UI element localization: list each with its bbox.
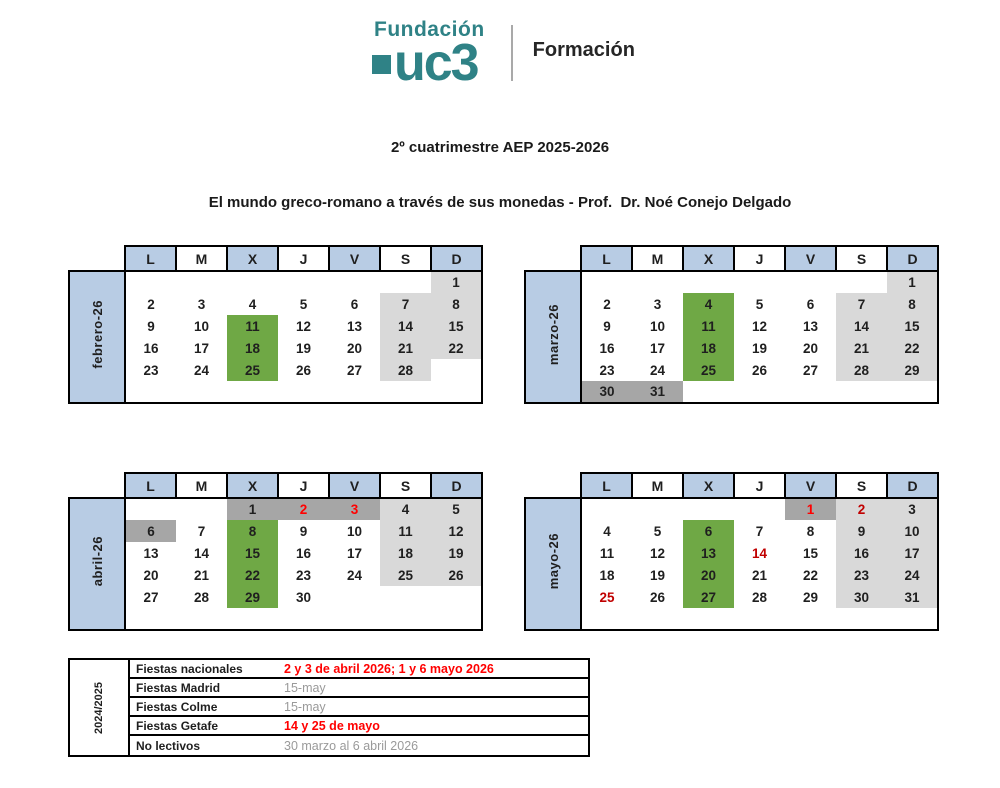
day-mayo-12: 12: [632, 542, 683, 564]
day-febrero-15: 15: [431, 315, 482, 337]
day-abril-25: 25: [380, 564, 431, 586]
day-abril-20: 20: [125, 564, 176, 586]
day-cell-empty: [329, 381, 380, 403]
logo-uc3-row: [372, 34, 485, 92]
day-abril-15: 15: [227, 542, 278, 564]
day-abril-5: 5: [431, 498, 482, 520]
day-header-M: M: [176, 246, 227, 271]
day-marzo-17: 17: [632, 337, 683, 359]
fundacion-uc3m-logo: [372, 18, 635, 92]
day-header-J: J: [734, 246, 785, 271]
day-abril-14: 14: [176, 542, 227, 564]
day-mayo-1: 1: [785, 498, 836, 520]
day-marzo-29: 29: [887, 359, 938, 381]
day-mayo-31: 31: [887, 586, 938, 608]
day-mayo-3: 3: [887, 498, 938, 520]
day-mayo-15: 15: [785, 542, 836, 564]
legend-value: 30 marzo al 6 abril 2026: [284, 738, 419, 753]
day-header-L: L: [581, 246, 632, 271]
day-cell-empty: [632, 271, 683, 293]
day-abril-21: 21: [176, 564, 227, 586]
day-cell-empty: [227, 381, 278, 403]
day-mayo-9: 9: [836, 520, 887, 542]
day-cell-empty: [125, 381, 176, 403]
day-abril-17: 17: [329, 542, 380, 564]
day-header-V: V: [329, 246, 380, 271]
day-cell-empty: [380, 608, 431, 630]
day-mayo-2: 2: [836, 498, 887, 520]
day-febrero-1: 1: [431, 271, 482, 293]
day-mayo-16: 16: [836, 542, 887, 564]
day-cell-empty: [329, 608, 380, 630]
day-cell-empty: [887, 381, 938, 403]
day-febrero-6: 6: [329, 293, 380, 315]
day-febrero-23: 23: [125, 359, 176, 381]
legend-year-cell: [70, 660, 130, 755]
day-cell-empty: [329, 271, 380, 293]
day-febrero-20: 20: [329, 337, 380, 359]
day-abril-28: 28: [176, 586, 227, 608]
day-marzo-5: 5: [734, 293, 785, 315]
day-abril-11: 11: [380, 520, 431, 542]
day-cell-empty: [125, 271, 176, 293]
legend-year-label: 2024/2025: [93, 681, 105, 734]
day-header-V: V: [785, 473, 836, 498]
calendar-febrero: [68, 245, 483, 404]
day-marzo-11: 11: [683, 315, 734, 337]
day-febrero-24: 24: [176, 359, 227, 381]
day-header-D: D: [887, 473, 938, 498]
month-label-cell: [525, 498, 581, 630]
day-febrero-9: 9: [125, 315, 176, 337]
day-cell-empty: [734, 498, 785, 520]
day-abril-8: 8: [227, 520, 278, 542]
day-abril-4: 4: [380, 498, 431, 520]
day-abril-18: 18: [380, 542, 431, 564]
day-abril-6: 6: [125, 520, 176, 542]
day-header-L: L: [581, 473, 632, 498]
day-marzo-24: 24: [632, 359, 683, 381]
day-mayo-18: 18: [581, 564, 632, 586]
day-mayo-13: 13: [683, 542, 734, 564]
day-cell-empty: [227, 608, 278, 630]
day-febrero-27: 27: [329, 359, 380, 381]
month-label-mayo: mayo-26: [545, 533, 561, 590]
day-cell-empty: [581, 498, 632, 520]
day-marzo-30: 30: [581, 381, 632, 403]
day-marzo-18: 18: [683, 337, 734, 359]
logo-uc3-text: uc3: [394, 34, 478, 92]
legend-row-2: [130, 679, 588, 698]
day-cell-empty: [176, 608, 227, 630]
day-marzo-16: 16: [581, 337, 632, 359]
day-marzo-14: 14: [836, 315, 887, 337]
day-header-M: M: [176, 473, 227, 498]
day-marzo-19: 19: [734, 337, 785, 359]
day-cell-empty: [431, 586, 482, 608]
day-mayo-11: 11: [581, 542, 632, 564]
day-cell-empty: [176, 381, 227, 403]
legend-value: 14 y 25 de mayo: [284, 718, 380, 733]
calendar-marzo: [524, 245, 939, 404]
calendar-corner-spacer: [525, 473, 581, 498]
month-label-cell: [69, 271, 125, 403]
month-label-cell: [69, 498, 125, 630]
day-marzo-26: 26: [734, 359, 785, 381]
day-marzo-25: 25: [683, 359, 734, 381]
day-cell-empty: [176, 271, 227, 293]
day-header-M: M: [632, 246, 683, 271]
day-febrero-4: 4: [227, 293, 278, 315]
day-header-V: V: [329, 473, 380, 498]
day-mayo-22: 22: [785, 564, 836, 586]
day-cell-empty: [785, 608, 836, 630]
day-mayo-20: 20: [683, 564, 734, 586]
day-marzo-4: 4: [683, 293, 734, 315]
day-marzo-13: 13: [785, 315, 836, 337]
page-title: 2º cuatrimestre AEP 2025-2026: [390, 139, 610, 156]
day-cell-empty: [431, 359, 482, 381]
legend-rows: [130, 660, 588, 755]
day-febrero-12: 12: [278, 315, 329, 337]
day-marzo-23: 23: [581, 359, 632, 381]
day-header-S: S: [380, 473, 431, 498]
day-cell-empty: [581, 608, 632, 630]
day-febrero-13: 13: [329, 315, 380, 337]
day-cell-empty: [431, 608, 482, 630]
day-abril-24: 24: [329, 564, 380, 586]
day-marzo-3: 3: [632, 293, 683, 315]
day-cell-empty: [836, 271, 887, 293]
day-marzo-12: 12: [734, 315, 785, 337]
day-marzo-1: 1: [887, 271, 938, 293]
day-cell-empty: [581, 271, 632, 293]
day-abril-26: 26: [431, 564, 482, 586]
day-header-J: J: [278, 473, 329, 498]
day-marzo-21: 21: [836, 337, 887, 359]
day-marzo-31: 31: [632, 381, 683, 403]
day-mayo-14: 14: [734, 542, 785, 564]
day-cell-empty: [683, 381, 734, 403]
day-cell-empty: [836, 608, 887, 630]
legend-table: [68, 658, 590, 757]
course-title: El mundo greco-romano a través de sus monedas - Prof. Dr. Noé Conejo Delgado: [208, 194, 792, 211]
month-label-febrero: febrero-26: [89, 300, 105, 369]
day-cell-empty: [278, 608, 329, 630]
day-cell-empty: [887, 608, 938, 630]
day-mayo-26: 26: [632, 586, 683, 608]
day-cell-empty: [227, 271, 278, 293]
day-header-L: L: [125, 246, 176, 271]
month-label-cell: [525, 271, 581, 403]
month-label-abril: abril-26: [89, 536, 105, 587]
logo-divider: [511, 25, 513, 81]
day-abril-19: 19: [431, 542, 482, 564]
day-febrero-16: 16: [125, 337, 176, 359]
day-header-X: X: [227, 473, 278, 498]
day-febrero-28: 28: [380, 359, 431, 381]
day-febrero-14: 14: [380, 315, 431, 337]
day-header-V: V: [785, 246, 836, 271]
day-abril-13: 13: [125, 542, 176, 564]
day-febrero-21: 21: [380, 337, 431, 359]
day-header-S: S: [836, 473, 887, 498]
day-febrero-17: 17: [176, 337, 227, 359]
legend-label: Fiestas Colme: [136, 699, 218, 714]
day-abril-16: 16: [278, 542, 329, 564]
day-header-J: J: [734, 473, 785, 498]
day-mayo-27: 27: [683, 586, 734, 608]
day-marzo-8: 8: [887, 293, 938, 315]
legend-label: No lectivos: [136, 738, 201, 753]
day-marzo-6: 6: [785, 293, 836, 315]
day-marzo-20: 20: [785, 337, 836, 359]
day-cell-empty: [278, 271, 329, 293]
day-header-S: S: [836, 246, 887, 271]
day-header-L: L: [125, 473, 176, 498]
day-marzo-9: 9: [581, 315, 632, 337]
calendar-corner-spacer: [69, 246, 125, 271]
day-cell-empty: [683, 608, 734, 630]
day-febrero-22: 22: [431, 337, 482, 359]
day-header-D: D: [431, 473, 482, 498]
day-cell-empty: [734, 608, 785, 630]
day-cell-empty: [734, 271, 785, 293]
day-marzo-10: 10: [632, 315, 683, 337]
day-header-M: M: [632, 473, 683, 498]
day-cell-empty: [125, 608, 176, 630]
legend-row-5: [130, 736, 588, 755]
day-mayo-21: 21: [734, 564, 785, 586]
day-cell-empty: [125, 498, 176, 520]
day-abril-22: 22: [227, 564, 278, 586]
logo-fundacion-text: Fundación: [374, 18, 485, 41]
day-cell-empty: [278, 381, 329, 403]
day-mayo-19: 19: [632, 564, 683, 586]
day-cell-empty: [329, 586, 380, 608]
legend-value: 2 y 3 de abril 2026; 1 y 6 mayo 2026: [284, 661, 494, 676]
legend-label: Fiestas Madrid: [136, 680, 221, 695]
day-marzo-28: 28: [836, 359, 887, 381]
day-febrero-11: 11: [227, 315, 278, 337]
day-mayo-6: 6: [683, 520, 734, 542]
day-abril-10: 10: [329, 520, 380, 542]
calendar-abril: [68, 472, 483, 631]
day-mayo-17: 17: [887, 542, 938, 564]
calendar-corner-spacer: [525, 246, 581, 271]
legend-row-3: [130, 698, 588, 717]
calendar-corner-spacer: [69, 473, 125, 498]
legend-label: Fiestas nacionales: [136, 661, 243, 676]
day-marzo-27: 27: [785, 359, 836, 381]
day-abril-1: 1: [227, 498, 278, 520]
month-label-marzo: marzo-26: [545, 303, 561, 366]
day-mayo-8: 8: [785, 520, 836, 542]
day-cell-empty: [431, 381, 482, 403]
day-cell-empty: [785, 271, 836, 293]
day-cell-empty: [836, 381, 887, 403]
day-abril-27: 27: [125, 586, 176, 608]
legend-row-4: [130, 717, 588, 736]
day-header-X: X: [683, 473, 734, 498]
day-mayo-4: 4: [581, 520, 632, 542]
day-cell-empty: [734, 381, 785, 403]
day-febrero-10: 10: [176, 315, 227, 337]
day-abril-9: 9: [278, 520, 329, 542]
day-cell-empty: [380, 381, 431, 403]
day-mayo-5: 5: [632, 520, 683, 542]
day-febrero-2: 2: [125, 293, 176, 315]
day-abril-3: 3: [329, 498, 380, 520]
day-header-D: D: [431, 246, 482, 271]
day-header-X: X: [227, 246, 278, 271]
day-febrero-18: 18: [227, 337, 278, 359]
calendar-mayo: [524, 472, 939, 631]
legend-value: 15-may: [284, 680, 326, 695]
day-marzo-22: 22: [887, 337, 938, 359]
day-cell-empty: [380, 586, 431, 608]
logo-square-icon: [372, 55, 391, 74]
day-mayo-25: 25: [581, 586, 632, 608]
day-cell-empty: [683, 498, 734, 520]
day-febrero-26: 26: [278, 359, 329, 381]
day-header-S: S: [380, 246, 431, 271]
day-abril-12: 12: [431, 520, 482, 542]
day-header-X: X: [683, 246, 734, 271]
logo-formacion-text: Formación: [532, 39, 635, 62]
day-febrero-19: 19: [278, 337, 329, 359]
day-cell-empty: [683, 271, 734, 293]
day-febrero-8: 8: [431, 293, 482, 315]
day-mayo-29: 29: [785, 586, 836, 608]
day-febrero-3: 3: [176, 293, 227, 315]
day-marzo-15: 15: [887, 315, 938, 337]
day-mayo-24: 24: [887, 564, 938, 586]
day-abril-23: 23: [278, 564, 329, 586]
day-mayo-30: 30: [836, 586, 887, 608]
day-abril-30: 30: [278, 586, 329, 608]
day-abril-7: 7: [176, 520, 227, 542]
day-cell-empty: [632, 498, 683, 520]
legend-label: Fiestas Getafe: [136, 718, 219, 733]
day-marzo-7: 7: [836, 293, 887, 315]
day-mayo-28: 28: [734, 586, 785, 608]
day-cell-empty: [380, 271, 431, 293]
day-cell-empty: [176, 498, 227, 520]
day-abril-29: 29: [227, 586, 278, 608]
day-febrero-7: 7: [380, 293, 431, 315]
logo-wordmark: [372, 18, 485, 92]
day-mayo-10: 10: [887, 520, 938, 542]
day-febrero-5: 5: [278, 293, 329, 315]
legend-row-1: [130, 660, 588, 679]
day-mayo-7: 7: [734, 520, 785, 542]
day-febrero-25: 25: [227, 359, 278, 381]
day-cell-empty: [785, 381, 836, 403]
day-header-J: J: [278, 246, 329, 271]
day-marzo-2: 2: [581, 293, 632, 315]
legend-value: 15-may: [284, 699, 326, 714]
day-abril-2: 2: [278, 498, 329, 520]
day-header-D: D: [887, 246, 938, 271]
day-cell-empty: [632, 608, 683, 630]
day-mayo-23: 23: [836, 564, 887, 586]
